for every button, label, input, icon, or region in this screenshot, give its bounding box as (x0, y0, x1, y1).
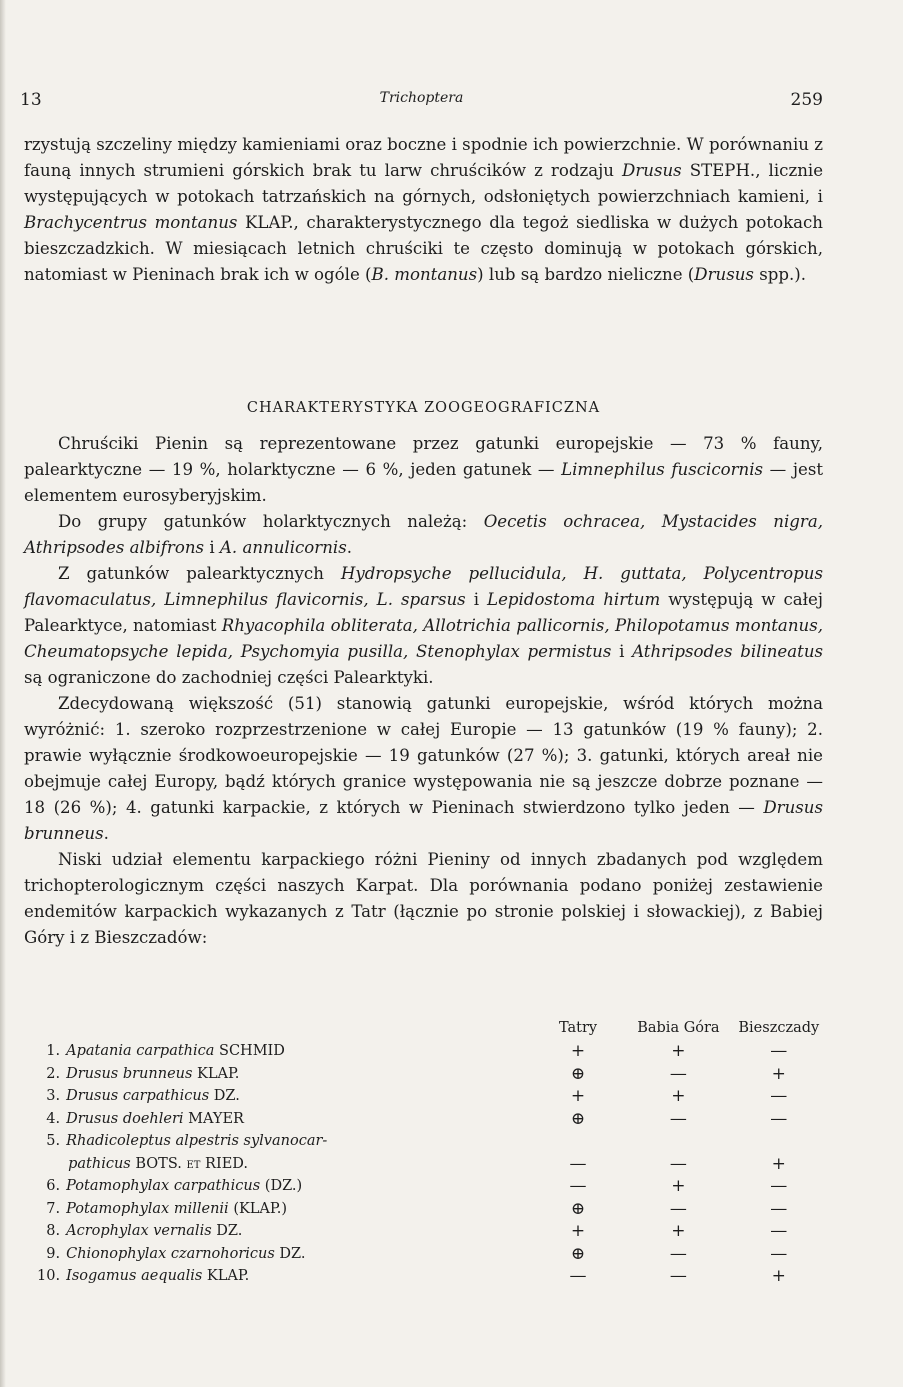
cell-bieszczady: — (770, 1108, 788, 1129)
table-row (34, 1175, 829, 1198)
species-name: Potamophylax millenii (66, 1200, 229, 1217)
cell-tatry: + (570, 1086, 586, 1107)
species-author: DZ. (279, 1245, 306, 1262)
endemic-species-table (34, 1016, 829, 1288)
row-number: 5. (46, 1133, 61, 1150)
paragraph-5: Zdecydowaną większość (51) stanowią gatunki europejskie, wśród których można wyróżnić: 1. szeroko rozprzestrzenione w całej Europie — 13 gatunków (19 % fauny); 2. prawie wyłącznie środkowoeuropejskie — 19 gatunków (27 %); 3. gatunki, których areał nie obejmuje całej Europy, bądź których granice występowania nie są jeszcze dobrze poznane — 18 (26 %); 4. gatunki karpackie, z których w Pieninach stwierdzono tylko jeden — Drusus brunneus. (24, 694, 823, 843)
paragraph-6: Niski udział elementu karpackiego różni Pieniny od innych zbadanych pod względem trichopterologicznym części naszych Karpat. Dla porównania podano poniżej zestawienie endemitów karpackich wykazanych z Tatr (łącznie po stronie polskiej i słowackiej), z Babiej Góry i z Bieszczadów: (24, 850, 823, 947)
row-number: 6. (46, 1178, 61, 1195)
cell-tatry: + (570, 1041, 586, 1062)
table-row (34, 1243, 829, 1266)
cell-bieszczady: — (770, 1041, 788, 1062)
table-row (34, 1265, 829, 1288)
cell-babia-gora: + (671, 1086, 686, 1107)
species-name: Chionophylax czarnohoricus (66, 1245, 275, 1262)
cell-babia-gora: — (669, 1063, 687, 1084)
cell-tatry: ⊕ (570, 1108, 586, 1129)
cell-bieszczady: — (770, 1198, 788, 1219)
table-row (34, 1198, 829, 1221)
section-body (24, 431, 823, 951)
cell-bieszczady: + (771, 1153, 786, 1174)
row-number: 4. (46, 1110, 61, 1127)
paragraph-4: Z gatunków palearktycznych Hydropsyche pellucidula, H. guttata, Polycentropus flavomaculatus, Limnephilus flavicornis, L. sparsus i Lepidostoma hirtum występują w całej Palearktyce, natomiast Rhyacophila obliterata, Allotrichia pallicornis, Philopotamus montanus, Cheumatopsyche lepida, Psychomyia pusilla, Stenophylax permistus i Athripsodes bilineatus są ograniczone do zachodniej części Palearktyki. (24, 564, 824, 687)
cell-tatry: ⊕ (570, 1243, 586, 1264)
section-heading: CHARAKTERYSTYKA ZOOGEOGRAFICZNA (246, 400, 601, 416)
cell-babia-gora: + (671, 1221, 686, 1242)
cell-bieszczady: — (770, 1221, 788, 1242)
cell-babia-gora: — (669, 1108, 687, 1129)
cell-tatry: — (569, 1266, 587, 1287)
col-header-babia-gora: Babia Góra (637, 1020, 720, 1036)
row-number: 10. (37, 1268, 61, 1285)
page-number: 259 (790, 90, 823, 110)
cell-tatry: + (570, 1221, 586, 1242)
table-row (34, 1085, 829, 1108)
species-name-continued: pathicus (68, 1155, 131, 1172)
cell-tatry: — (569, 1176, 587, 1197)
cell-babia-gora: — (669, 1266, 687, 1287)
row-number: 7. (46, 1200, 61, 1217)
table-row (34, 1220, 829, 1243)
running-header (20, 90, 823, 112)
species-author: (KLAP.) (233, 1200, 287, 1217)
species-author: DZ. (216, 1223, 243, 1240)
table-row (34, 1130, 829, 1153)
row-number: 1. (46, 1043, 61, 1060)
paragraph-continuation (24, 132, 823, 288)
cell-bieszczady: — (770, 1243, 788, 1264)
cell-babia-gora: — (669, 1153, 687, 1174)
row-number: 2. (46, 1065, 61, 1082)
page-edge-shadow (0, 0, 6, 1387)
species-name: Drusus doehleri (66, 1110, 184, 1127)
table-header-row (34, 1016, 829, 1040)
paragraph-2: Chruściki Pienin są reprezentowane przez gatunki europejskie — 73 % fauny, palearktyczne — 19 %, holarktyczne — 6 %, jeden gatunek — Limnephilus fuscicornis — jest elementem eurosyberyjskim. (24, 434, 823, 505)
cell-babia-gora: + (671, 1176, 686, 1197)
species-author: MAYER (188, 1110, 244, 1127)
row-number: 9. (46, 1245, 61, 1262)
species-author: DZ. (213, 1088, 240, 1105)
species-author: BOTS. et RIED. (135, 1155, 249, 1172)
species-name: Apatania carpathica (66, 1043, 215, 1060)
cell-bieszczady: + (771, 1266, 786, 1287)
table-row (34, 1153, 829, 1176)
cell-bieszczady: — (770, 1176, 788, 1197)
species-name: Isogamus aequalis (66, 1268, 203, 1285)
cell-babia-gora: + (671, 1041, 686, 1062)
cell-bieszczady: — (770, 1086, 788, 1107)
table-row (34, 1063, 829, 1086)
header-left-number: 13 (20, 90, 42, 110)
species-author: KLAP. (197, 1065, 240, 1082)
paragraph-3: Do grupy gatunków holarktycznych należą: Oecetis ochracea, Mystacides nigra, Athripsodes albifrons i A. annulicornis. (24, 512, 823, 557)
col-header-tatry: Tatry (558, 1020, 598, 1036)
row-number: 3. (46, 1088, 61, 1105)
species-author: SCHMID (219, 1043, 285, 1060)
row-number: 8. (46, 1223, 61, 1240)
table-row (34, 1040, 829, 1063)
table-row (34, 1108, 829, 1131)
cell-babia-gora: — (669, 1198, 687, 1219)
cell-tatry: — (569, 1153, 587, 1174)
cell-bieszczady: + (771, 1063, 786, 1084)
species-name: Potamophylax carpathicus (66, 1178, 261, 1195)
cell-tatry: ⊕ (570, 1063, 586, 1084)
species-name: Drusus carpathicus (66, 1088, 210, 1105)
species-author: (DZ.) (264, 1178, 303, 1195)
paragraph-1: rzystują szczeliny między kamieniami oraz boczne i spodnie ich powierzchnie. W porównaniu z fauną innych strumieni górskich brak tu larw chruścików z rodzaju Drusus STEPH., licznie występujących w potokach tatrzańskich na górnych, odsłoniętych powierzchniach kamieni, i Brachycentrus montanus KLAP., charakterystycznego dla tegoż siedliska w dużych potokach bieszczadzkich. W miesiącach letnich chruściki te często dominują w potokach górskich, natomiast w Pieninach brak ich w ogóle (B. montanus) lub są bardzo nieliczne (Drusus spp.). (24, 135, 824, 284)
species-name: Drusus brunneus (66, 1065, 193, 1082)
species-name: Rhadicoleptus alpestris sylvanocar- (66, 1133, 328, 1150)
header-title: Trichoptera (379, 90, 464, 106)
cell-babia-gora: — (669, 1243, 687, 1264)
cell-tatry: ⊕ (570, 1198, 586, 1219)
col-header-bieszczady: Bieszczady (738, 1020, 820, 1036)
species-name: Acrophylax vernalis (66, 1223, 212, 1240)
species-author: KLAP. (206, 1268, 250, 1285)
